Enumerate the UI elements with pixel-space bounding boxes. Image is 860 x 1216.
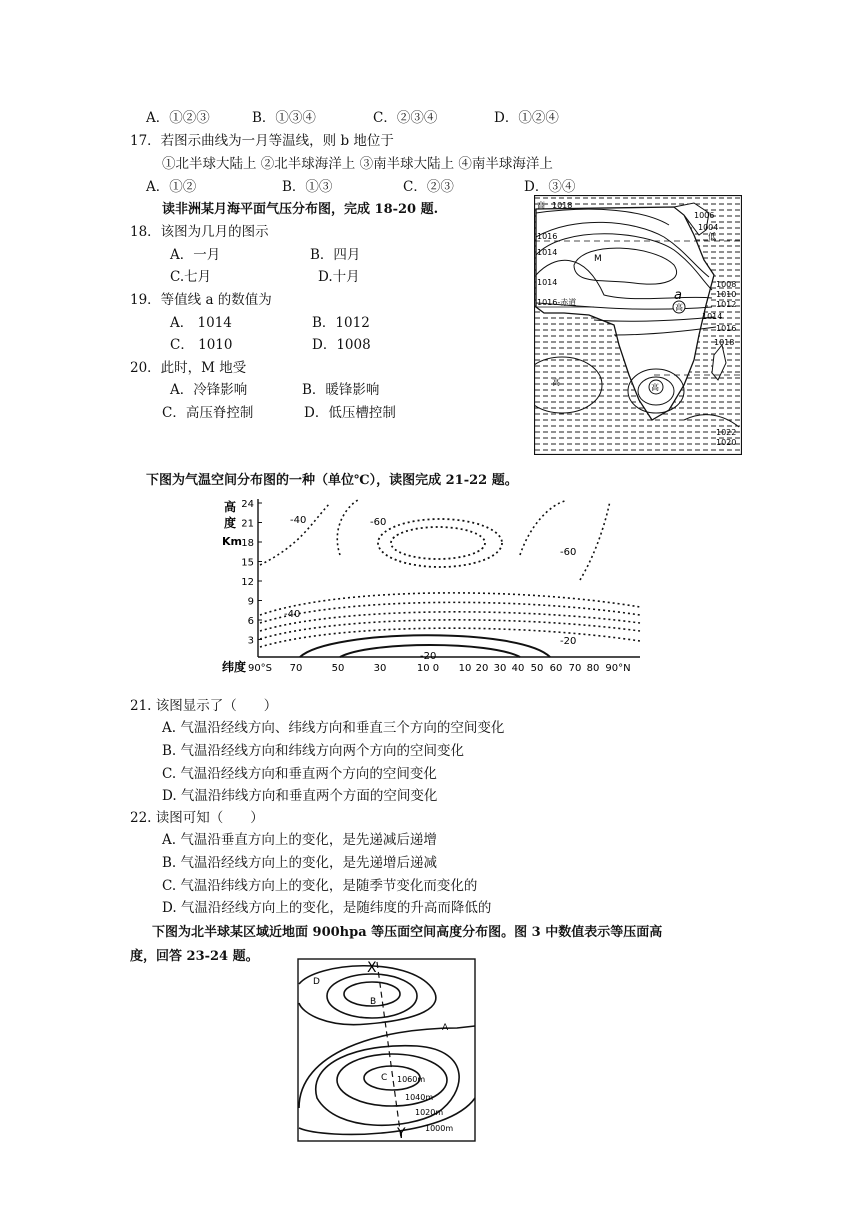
q19-option-d: D．1008 <box>312 337 371 353</box>
q20-stem: 20．此时，M 地受 <box>130 360 247 376</box>
xtick-label: 10 0 <box>416 663 440 674</box>
label-high-right: 高 <box>651 383 659 392</box>
label-1000m: 1000m <box>425 1124 454 1133</box>
iso-label-2: -60 <box>370 517 387 528</box>
label-a: A <box>442 1023 449 1033</box>
q22-option-a: A. 气温沿垂直方向上的变化，是先递减后递增 <box>162 832 437 848</box>
q16-option-b: B．①③④ <box>252 110 316 126</box>
ytick-label: 9 <box>247 596 254 608</box>
intro-23-24-line1: 下图为北半球某区域近地面 900hpa 等压面空间高度分布图。图 3 中数值表示等压面高 <box>152 925 663 940</box>
label-1020m: 1020m <box>415 1108 444 1117</box>
ytick-label: 15 <box>241 557 254 569</box>
intro-23-24-line2: 度，回答 23-24 题。 <box>130 949 259 964</box>
label-1008: 1008 <box>716 280 737 289</box>
label-1012: 1012 <box>716 300 737 309</box>
q18-stem: 18．该图为几月的图示 <box>130 224 269 240</box>
q20-option-d: D．低压槽控制 <box>304 405 396 421</box>
q22-option-c: C. 气温沿纬线方向上的变化，是随季节变化而变化的 <box>162 878 478 894</box>
q21-option-b: B. 气温沿经线方向和纬线方向两个方向的空间变化 <box>162 743 465 759</box>
ytick-label: 3 <box>247 635 254 647</box>
label-x: X <box>367 960 377 976</box>
xtick-label: 30 <box>493 663 507 674</box>
q17-option-b: B．①③ <box>282 179 333 195</box>
xtick-label: 50 <box>530 663 544 674</box>
q19-option-b: B．1012 <box>312 315 370 331</box>
xtick-label: 50 <box>331 663 345 674</box>
xlabel: 纬度 <box>222 660 247 674</box>
q17-option-c: C．②③ <box>403 179 454 195</box>
label-1014-left2: 1014 <box>537 278 558 287</box>
q19-option-c: C． 1010 <box>170 337 233 353</box>
ylabel-1: 高 <box>224 500 237 514</box>
iso-label-3: -60 <box>560 547 577 558</box>
q17-stem: 17．若图示曲线为一月等温线，则 b 地位于 <box>130 133 394 149</box>
label-1018: 1018 <box>714 338 735 347</box>
label-a: a <box>674 288 682 303</box>
q16-option-c: C．②③④ <box>373 110 438 126</box>
xtick-label: 60 <box>549 663 563 674</box>
label-1022: 1022 <box>716 428 737 437</box>
q22-option-d: D. 气温沿经线方向上的变化，是随纬度的升高而降低的 <box>162 900 492 916</box>
q22-option-b: B. 气温沿经线方向上的变化，是先递增后递减 <box>162 855 438 871</box>
q21-stem: 21. 该图显示了（ ） <box>130 698 278 714</box>
label-m: M <box>594 254 602 264</box>
xtick-label: 70 <box>568 663 582 674</box>
q20-option-a: A．冷锋影响 <box>170 382 248 398</box>
q18-option-c: C.七月 <box>170 269 212 285</box>
label-high-left: 高 <box>552 378 560 387</box>
ylabel-3: Km <box>222 535 242 548</box>
q19-stem: 19．等值线 a 的数值为 <box>130 292 272 308</box>
xtick-label: 70 <box>289 663 303 674</box>
label-high-top: 高 <box>537 201 545 210</box>
label-1016: 1016 <box>716 324 737 333</box>
q17-choices: ①北半球大陆上 ②北半球海洋上 ③南半球大陆上 ④南半球海洋上 <box>162 156 553 172</box>
xtick-label: 90°N <box>605 663 631 674</box>
label-1014-left: 1014 <box>537 248 558 257</box>
iso-label-4: -40 <box>284 609 301 620</box>
xtick-label: 20 <box>475 663 489 674</box>
q21-option-d: D. 气温沿纬线方向和垂直两个方面的空间变化 <box>162 788 438 804</box>
iso-label-6: -20 <box>420 651 437 662</box>
ytick-label: 18 <box>241 538 254 549</box>
label-1020: 1020 <box>716 438 737 447</box>
xtick-label: 30 <box>373 663 387 674</box>
q16-option-a: A．①②③ <box>146 110 210 126</box>
ylabel-2: 度 <box>224 516 237 530</box>
label-1018-top: 1018 <box>552 201 573 210</box>
iso-label-1: -40 <box>290 515 307 526</box>
xtick-label: 80 <box>586 663 600 674</box>
q21-option-c: C. 气温沿经线方向和垂直两个方向的空间变化 <box>162 766 437 782</box>
label-1016-left: 1016 <box>537 232 558 241</box>
label-c: C <box>381 1073 388 1083</box>
temperature-section-chart <box>220 495 650 680</box>
q18-option-a: A．一月 <box>170 247 221 263</box>
intro-21-22: 下图为气温空间分布图的一种（单位℃），读图完成 21-22 题。 <box>146 473 518 488</box>
ytick-label: 24 <box>241 499 254 510</box>
label-low: 低 <box>708 232 716 241</box>
label-1040m: 1040m <box>405 1093 434 1102</box>
label-1010: 1010 <box>716 290 737 299</box>
q18-option-b: B．四月 <box>310 247 361 263</box>
intro-18-20: 读非洲某月海平面气压分布图，完成 18-20 题. <box>162 202 439 217</box>
q21-option-a: A. 气温沿经线方向、纬线方向和垂直三个方向的空间变化 <box>162 720 505 736</box>
iso-label-5: -20 <box>560 636 577 647</box>
label-equator: 1016-赤道 <box>537 298 577 307</box>
q18-option-d: D.十月 <box>318 269 360 285</box>
ytick-label: 12 <box>241 577 254 588</box>
q20-option-c: C．高压脊控制 <box>162 405 254 421</box>
xtick-label: 40 <box>511 663 525 674</box>
q17-option-d: D．③④ <box>524 179 576 195</box>
label-high-mid: 高 <box>675 303 683 312</box>
label-1006: 1006 <box>694 211 715 220</box>
label-y: Y <box>397 1126 406 1142</box>
xtick-label: 10 <box>458 663 472 674</box>
q17-option-a: A．①② <box>146 179 197 195</box>
q19-option-a: A． 1014 <box>170 315 232 331</box>
label-1060m: 1060m <box>397 1075 426 1084</box>
ytick-label: 21 <box>241 518 254 530</box>
q16-option-d: D．①②④ <box>494 110 559 126</box>
pressure-height-contour-map <box>297 958 477 1144</box>
label-1004: 1004 <box>698 223 719 232</box>
label-1014: 1014 <box>702 312 723 321</box>
label-d: D <box>313 977 320 987</box>
label-b: B <box>370 997 377 1007</box>
africa-pressure-map <box>534 195 742 455</box>
q20-option-b: B．暖锋影响 <box>302 382 380 398</box>
xtick-label: 90°S <box>247 663 273 674</box>
q22-stem: 22. 读图可知（ ） <box>130 810 264 826</box>
ytick-label: 6 <box>247 616 254 627</box>
